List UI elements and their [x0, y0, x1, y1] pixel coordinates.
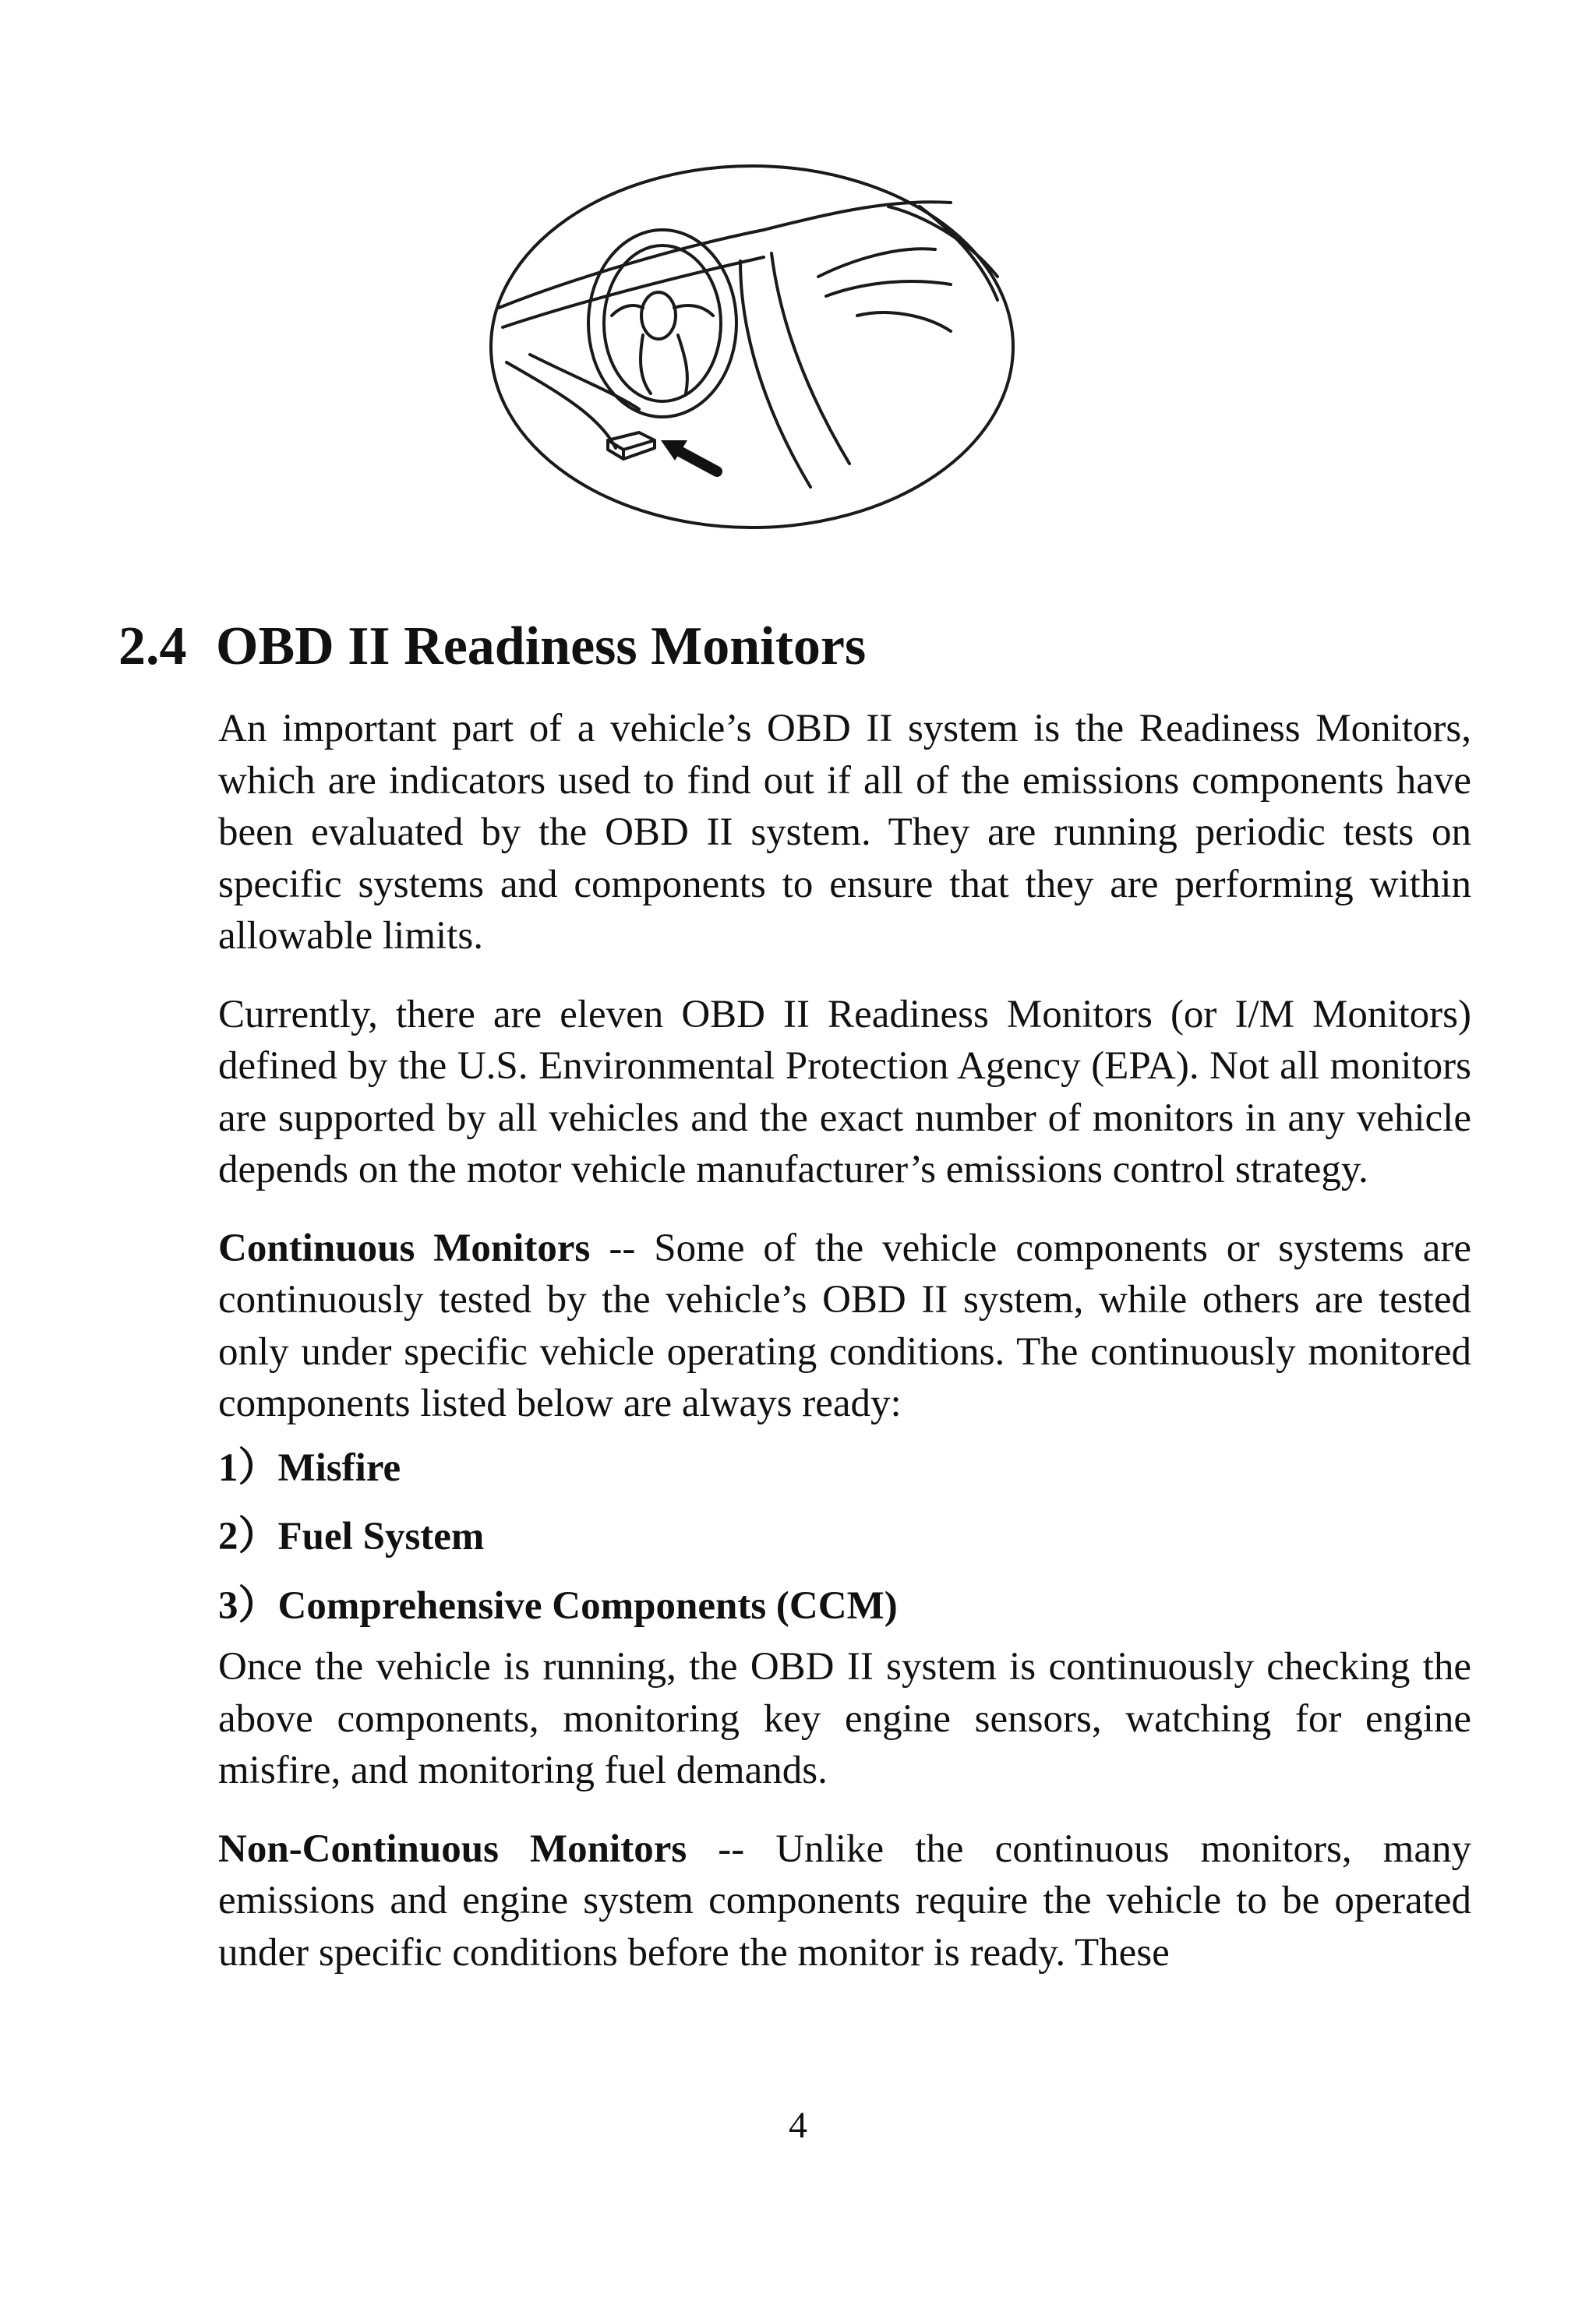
page-number: 4: [789, 2105, 807, 2146]
list-item-label: Fuel System: [277, 1515, 485, 1558]
continuous-monitors-text: -- Some of the vehicle components or systems are continuously tested by the vehicle’s OBD II system, while others are tested only under specific vehicle operating conditions. The continuously monitored components listed below are always ready:: [218, 1226, 1471, 1425]
list-item-index: 3）: [218, 1583, 278, 1628]
list-item-label: Comprehensive Components (CCM): [277, 1583, 898, 1628]
section-heading: [118, 616, 866, 679]
currently-paragraph: Currently, there are eleven OBD II Readiness Monitors (or I/M Monitors) defined by the U.S. Environmental Protection Agency (EPA). Not all monitors are supported by all vehicles and the exact number of monitors in any vehicle depends on the motor vehicle manufacturer’s emissions control strategy.: [218, 992, 1471, 1191]
list-item: [218, 1511, 1471, 1563]
non-continuous-monitors-paragraph: [218, 1823, 1471, 1979]
section-title: OBD II Readiness Monitors: [216, 616, 867, 676]
once-paragraph: Once the vehicle is running, the OBD II system is continuously checking the above components, monitoring key engine sensors, watching for engine misfire, and monitoring fuel demands.: [218, 1645, 1471, 1792]
list-item-label: Misfire: [277, 1446, 401, 1490]
continuous-monitors-lead: Continuous Monitors: [218, 1226, 591, 1270]
list-item: [218, 1442, 1471, 1495]
list-item-index: 1）: [218, 1446, 278, 1490]
non-continuous-monitors-lead: Non-Continuous Monitors: [218, 1827, 687, 1871]
obd-port-location-illustration: [483, 160, 1021, 534]
non-continuous-monitors-text: -- Unlike the continuous monitors, many emissions and engine system components require the vehicle to be operated under specific conditions before the monitor is ready. These: [218, 1827, 1471, 1975]
body-text: [218, 703, 1471, 2005]
obd-port-icon: [608, 432, 655, 459]
list-item: [218, 1580, 1471, 1633]
section-number: 2.4: [118, 616, 187, 676]
list-item-index: 2）: [218, 1515, 278, 1558]
intro-paragraph: An important part of a vehicle’s OBD II system is the Readiness Monitors, which are indicators used to find out if all of the emissions components have been evaluated by the OBD II system. They are running periodic tests on specific systems and components to ensure that they are performing within allowable limits.: [218, 707, 1471, 958]
continuous-monitors-paragraph: [218, 1223, 1471, 1430]
steering-wheel-icon: [588, 230, 736, 417]
arrow-icon: [661, 440, 717, 471]
